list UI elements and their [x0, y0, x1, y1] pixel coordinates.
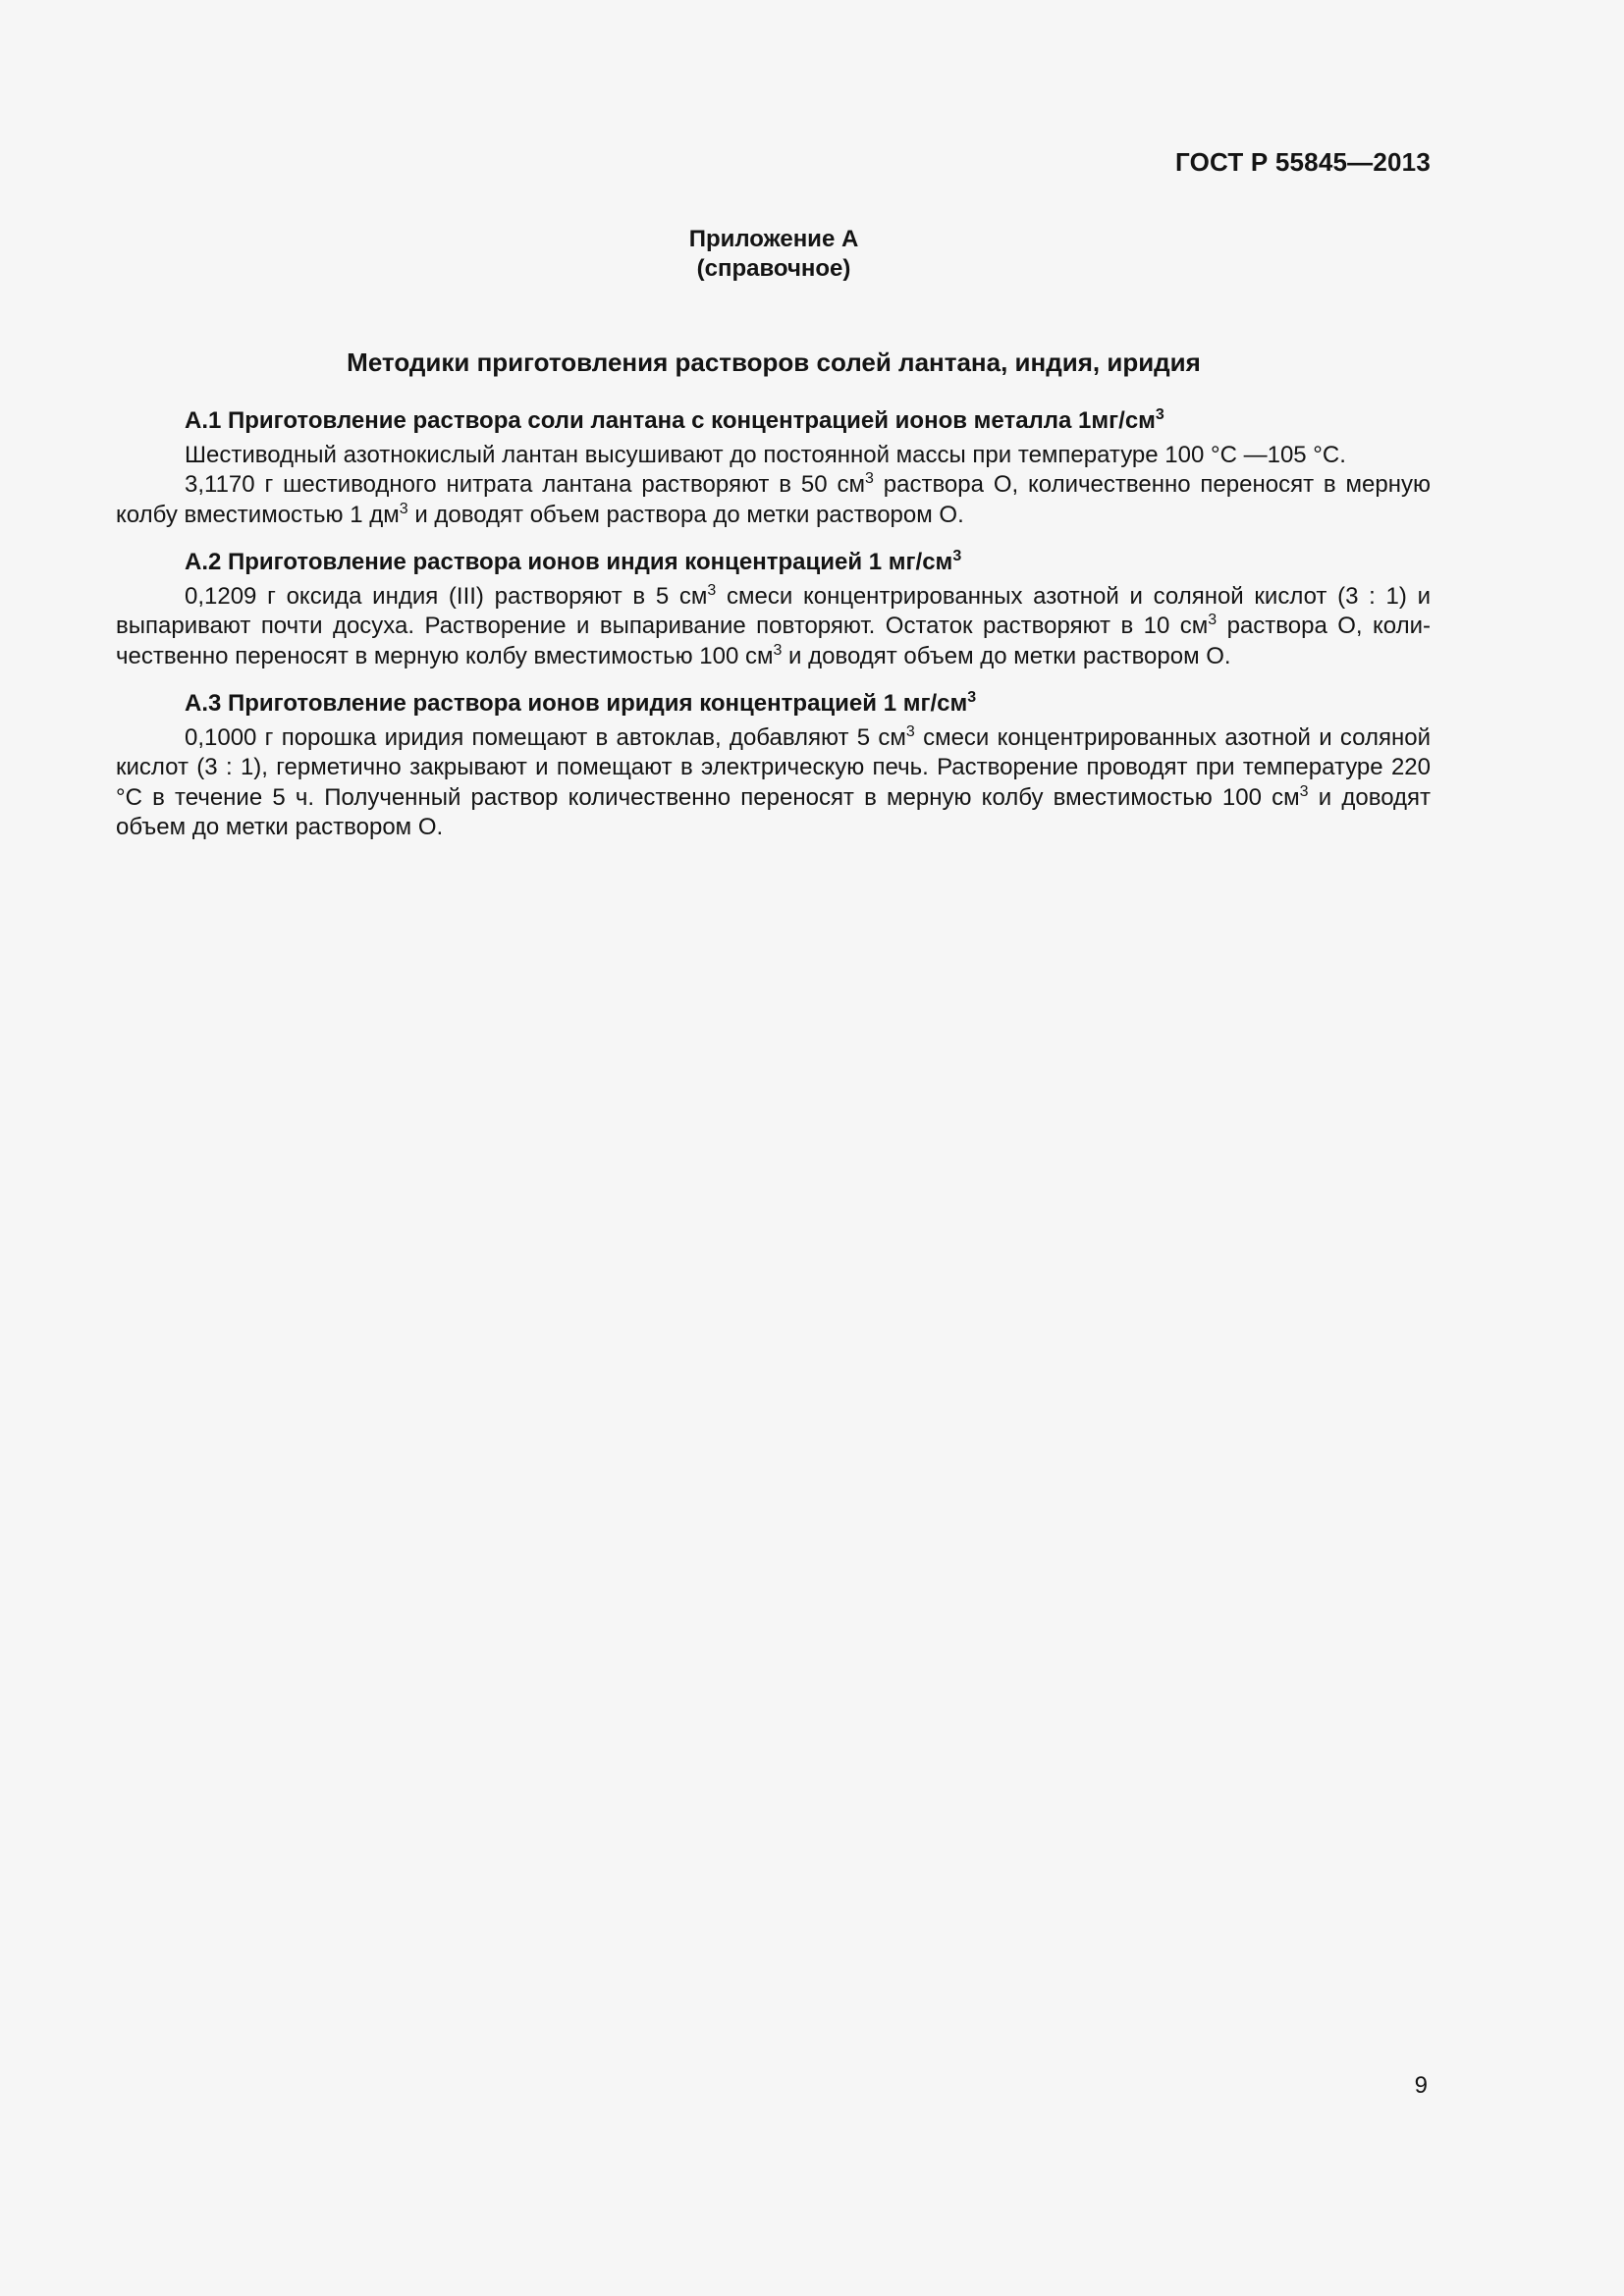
document-body	[116, 406, 1431, 843]
page-number: 9	[1414, 2072, 1428, 2099]
paragraph: 0,1000 г порошка иридия помещают в автоклав, добавляют 5 $см^3$ смеси концентрированных азотной и соляной кислот (3 : 1), герметично закрывают и помещают в электрическую печь. Растворение проводят при температуре 220 °С в течение 5 ч. Полученный раствор количественно переносят в мерную колбу вместимостью 100 $см^3$ и доводят объем до метки раствором О.	[116, 722, 1431, 840]
document-header: ГОСТ Р 55845—2013	[1175, 147, 1431, 177]
document-title: Методики приготовления растворов солей лантана, индия, иридия	[347, 347, 1201, 377]
section-title: А.2 Приготовление раствора ионов индия концентрацией 1 $мг/см^3$	[185, 548, 962, 575]
appendix-type: (справочное)	[696, 255, 851, 282]
paragraph: 0,1209 г оксида индия (III) растворяют в 5 $см^3$ смеси концентрированных азотной и соляной кислот (3 : 1) и выпаривают почти досуха. Растворение и выпаривание повторяют. Остаток растворяют в 10 $см^3$ раствора О, количественно переносят в мерную колбу вместимостью 100 $см^3$ и доводят объем до метки раствором О.	[116, 581, 1431, 669]
paragraph: Шестиводный азотнокислый лантан высушивают до постоянной массы при температуре 100 °С —105 °С.	[185, 441, 1346, 468]
appendix-heading	[0, 225, 1547, 284]
section-title: А.1 Приготовление раствора соли лантана с концентрацией ионов металла $1мг/см^3$	[185, 406, 1164, 434]
paragraph: 3,1170 г шестиводного нитрата лантана растворяют в 50 $см^3$ раствора О, количественно переносят в мерную колбу вместимостью 1 $дм^3$ и доводят объем раствора до метки раствором О.	[116, 470, 1431, 528]
section-title: А.3 Приготовление раствора ионов иридия концентрацией 1 $мг/см^3$	[185, 689, 977, 717]
appendix-label: Приложение А	[688, 226, 859, 252]
